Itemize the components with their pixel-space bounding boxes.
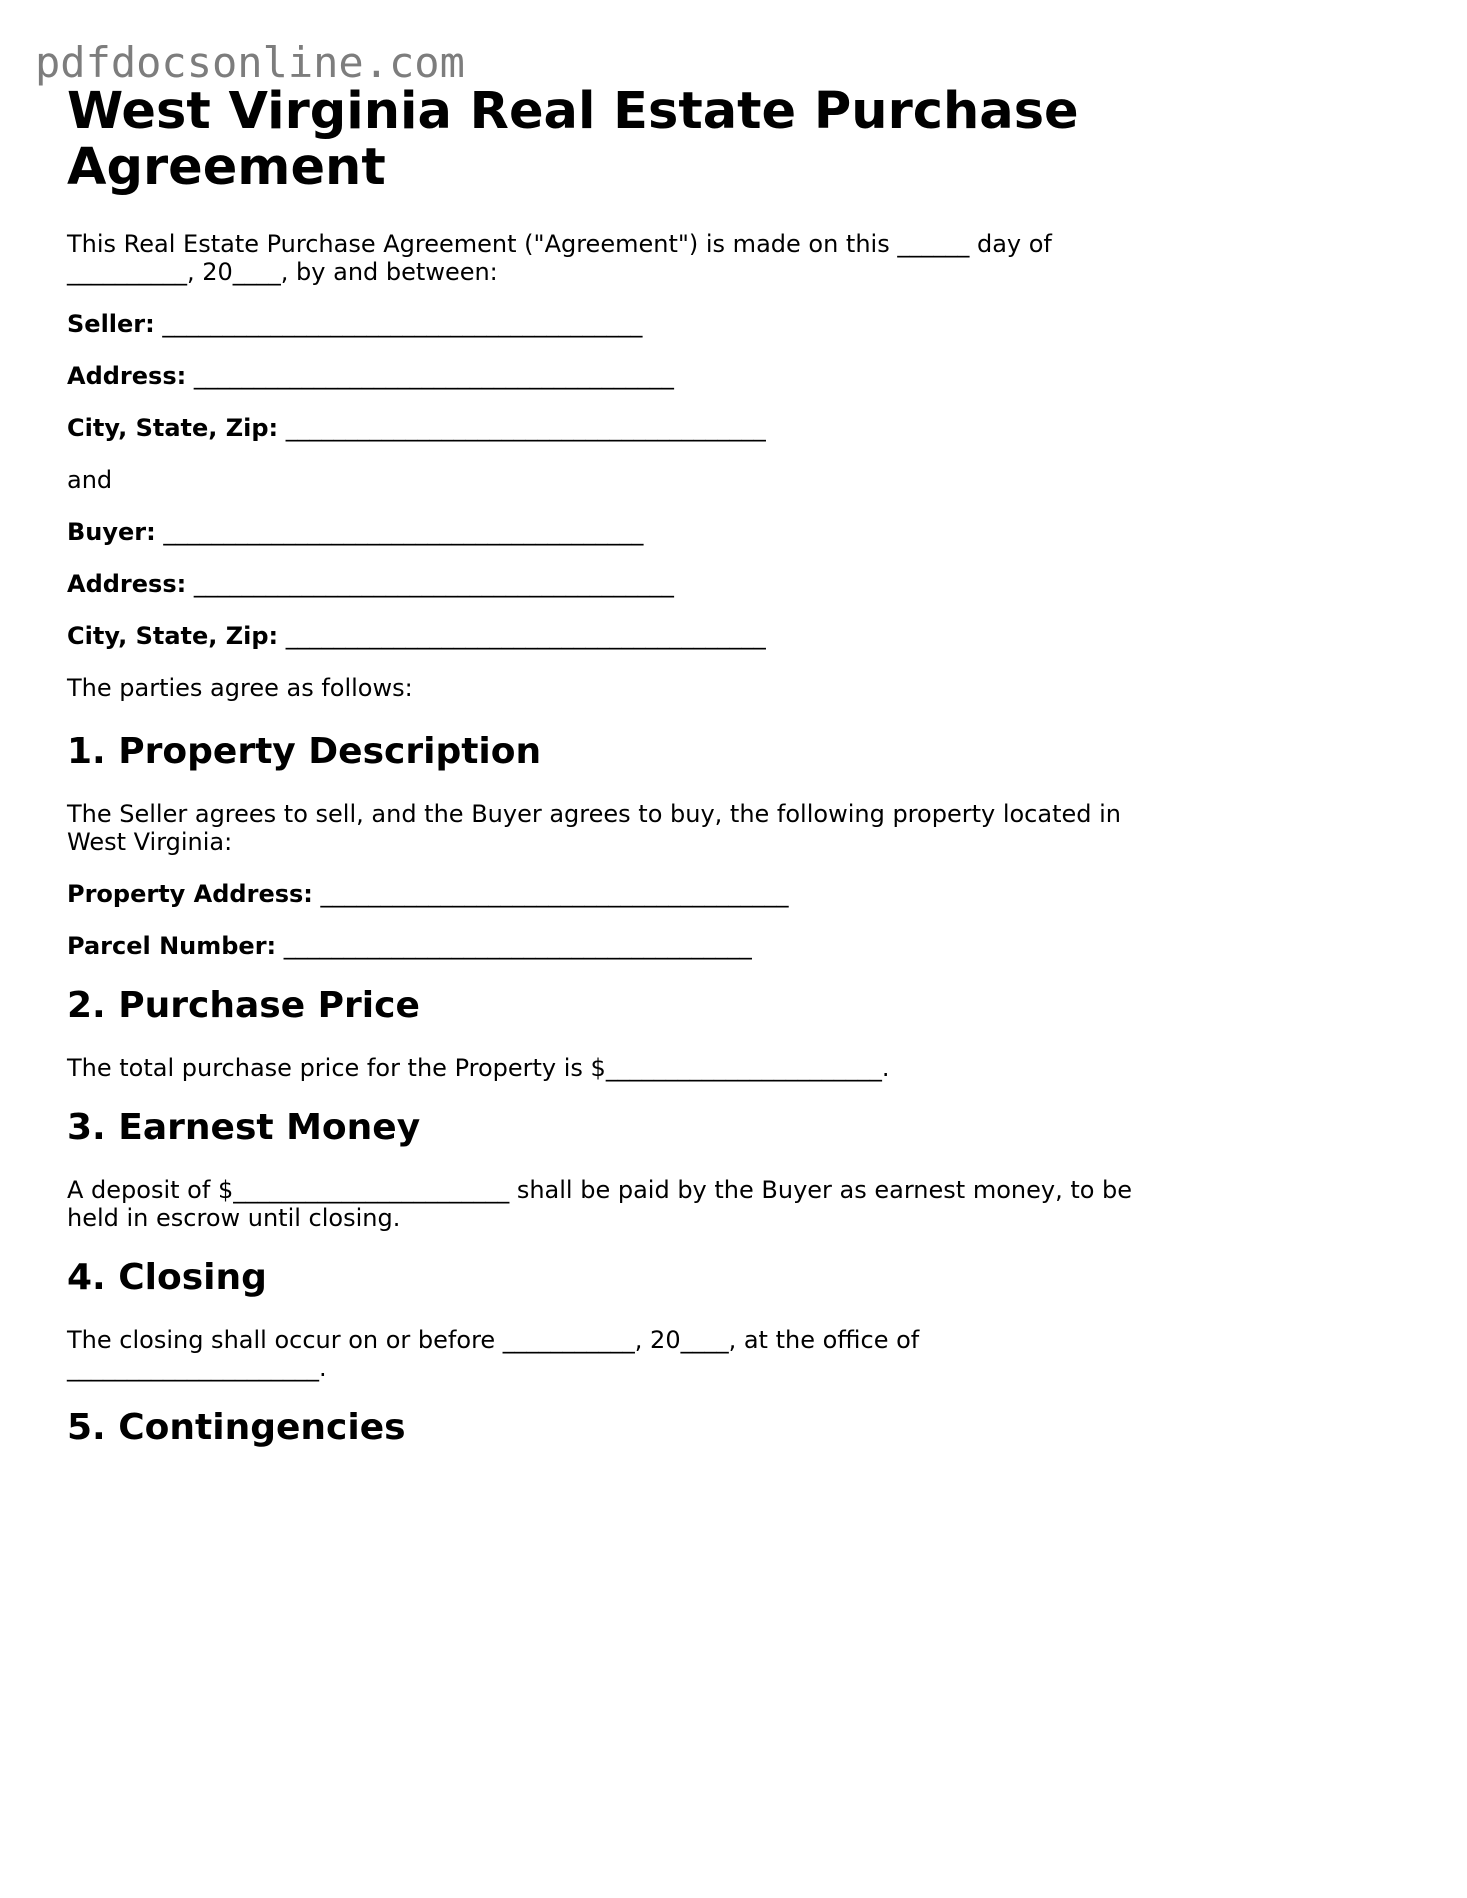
seller-city-blank[interactable]: ________________________________________ [285,414,766,442]
section-heading-closing: 4. Closing [67,1257,267,1298]
section-heading-contingencies: 5. Contingencies [67,1407,406,1448]
section-body-price: The total purchase price for the Property is $_______________________. [67,1054,890,1082]
seller-address-label: Address: [67,362,187,390]
document-page [67,84,1157,1450]
buyer-name-blank[interactable]: ________________________________________ [163,518,644,546]
seller-city-field [67,414,1157,442]
seller-name-label: Seller: [67,310,155,338]
property-address-blank[interactable]: _______________________________________ [320,880,789,908]
watermark: pdfdocsonline.com [35,38,465,87]
seller-city-label: City, State, Zip: [67,414,279,442]
seller-address-field [67,362,1157,390]
section-body-property: The Seller agrees to sell, and the Buyer agrees to buy, the following property located in West Virginia: [67,800,1129,856]
buyer-name-label: Buyer: [67,518,156,546]
property-address-field [67,880,1157,908]
property-address-label: Property Address: [67,880,313,908]
section-heading-earnest: 3. Earnest Money [67,1107,421,1148]
seller-name-blank[interactable]: ________________________________________ [162,310,643,338]
buyer-address-blank[interactable]: ________________________________________ [193,570,674,598]
document-title: West Virginia Real Estate Purchase Agreement [67,82,1079,197]
section-heading-price: 2. Purchase Price [67,985,420,1026]
parcel-number-label: Parcel Number: [67,932,277,960]
buyer-address-label: Address: [67,570,187,598]
parties-agree-text: The parties agree as follows: [67,674,413,702]
seller-address-blank[interactable]: ________________________________________ [193,362,674,390]
section-body-earnest: A deposit of $_______________________ shall be paid by the Buyer as earnest money, to be held in escrow until closing. [67,1176,1140,1232]
buyer-city-field [67,622,1157,650]
parcel-number-field [67,932,1157,960]
section-heading-property: 1. Property Description [67,731,542,772]
section-body-closing: The closing shall occur on or before ___________, 20____, at the office of _____________________. [67,1326,927,1382]
buyer-city-blank[interactable]: ________________________________________ [285,622,766,650]
buyer-city-label: City, State, Zip: [67,622,279,650]
parcel-number-blank[interactable]: _______________________________________ [283,932,752,960]
buyer-address-field [67,570,1157,598]
intro-paragraph: This Real Estate Purchase Agreement ("Agreement") is made on this ______ day of __________, 20____, by and between: [67,230,1060,286]
connector-text: and [67,466,113,494]
buyer-name-field [67,518,1157,546]
seller-name-field [67,310,1157,338]
